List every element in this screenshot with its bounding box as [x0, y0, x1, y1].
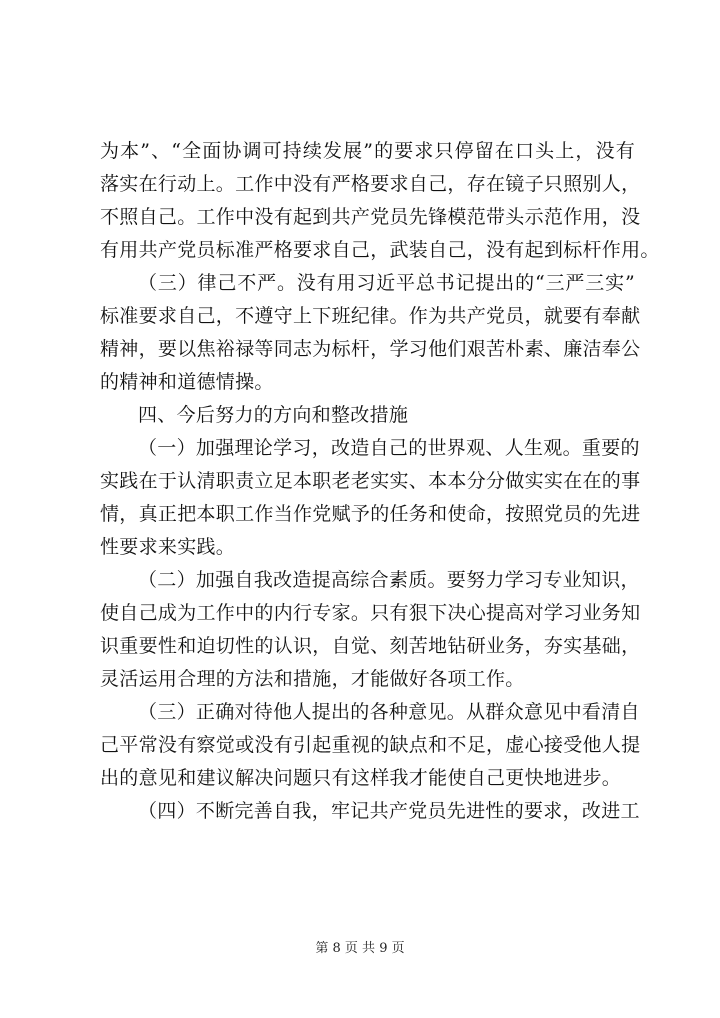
text-line: 出的意见和建议解决问题只有这样我才能使自己更快地进步。: [100, 767, 622, 789]
page-number-footer: 第 8 页 共 9 页: [315, 941, 405, 956]
paragraph-start-line: （二）加强自我改造提高综合素质。要努力学习专业知识，: [138, 569, 640, 591]
text-line: 使自己成为工作中的内行专家。只有狠下决心提高对学习业务知: [100, 602, 641, 624]
text-line: 性要求来实践。: [100, 536, 236, 558]
text-line: 灵活运用合理的方法和措施，才能做好各项工作。: [100, 668, 525, 690]
text-line: 标准要求自己，不遵守上下班纪律。作为共产党员，就要有奉献: [100, 305, 641, 327]
text-line: 情，真正把本职工作当作党赋予的任务和使命，按照党员的先进: [100, 503, 641, 525]
text-line: 有用共产党员标准严格要求自己，武装自己，没有起到标杆作用。: [100, 239, 660, 261]
text-line: 不照自己。工作中没有起到共产党员先锋模范带头示范作用，没: [100, 206, 641, 228]
text-line: 的精神和道德情操。: [100, 371, 274, 393]
text-line: 落实在行动上。工作中没有严格要求自己，存在镜子只照别人，: [100, 173, 641, 195]
text-line: 为本”、“全面协调可持续发展”的要求只停留在口头上，没有: [100, 140, 635, 162]
text-line: 实践在于认清职责立足本职老老实实、本本分分做实实在在的事: [100, 470, 641, 492]
paragraph-start-line: （三）正确对待他人提出的各种意见。从群众意见中看清自: [138, 701, 640, 723]
document-body: [100, 135, 660, 828]
paragraph-start-line: （一）加强理论学习，改造自己的世界观、人生观。重要的: [138, 437, 640, 459]
text-line: 己平常没有察觉或没有引起重视的缺点和不足，虚心接受他人提: [100, 734, 641, 756]
section-heading: 四、今后努力的方向和整改措施: [138, 404, 409, 426]
text-line: 识重要性和迫切性的认识，自觉、刻苦地钻研业务，夯实基础，: [100, 635, 641, 657]
paragraph-start-line: （四）不断完善自我，牢记共产党员先进性的要求，改进工: [138, 800, 640, 822]
paragraph-start-line: （三）律己不严。没有用习近平总书记提出的“三严三实”: [138, 272, 635, 294]
text-line: 精神，要以焦裕禄等同志为标杆，学习他们艰苦朴素、廉洁奉公: [100, 338, 641, 360]
